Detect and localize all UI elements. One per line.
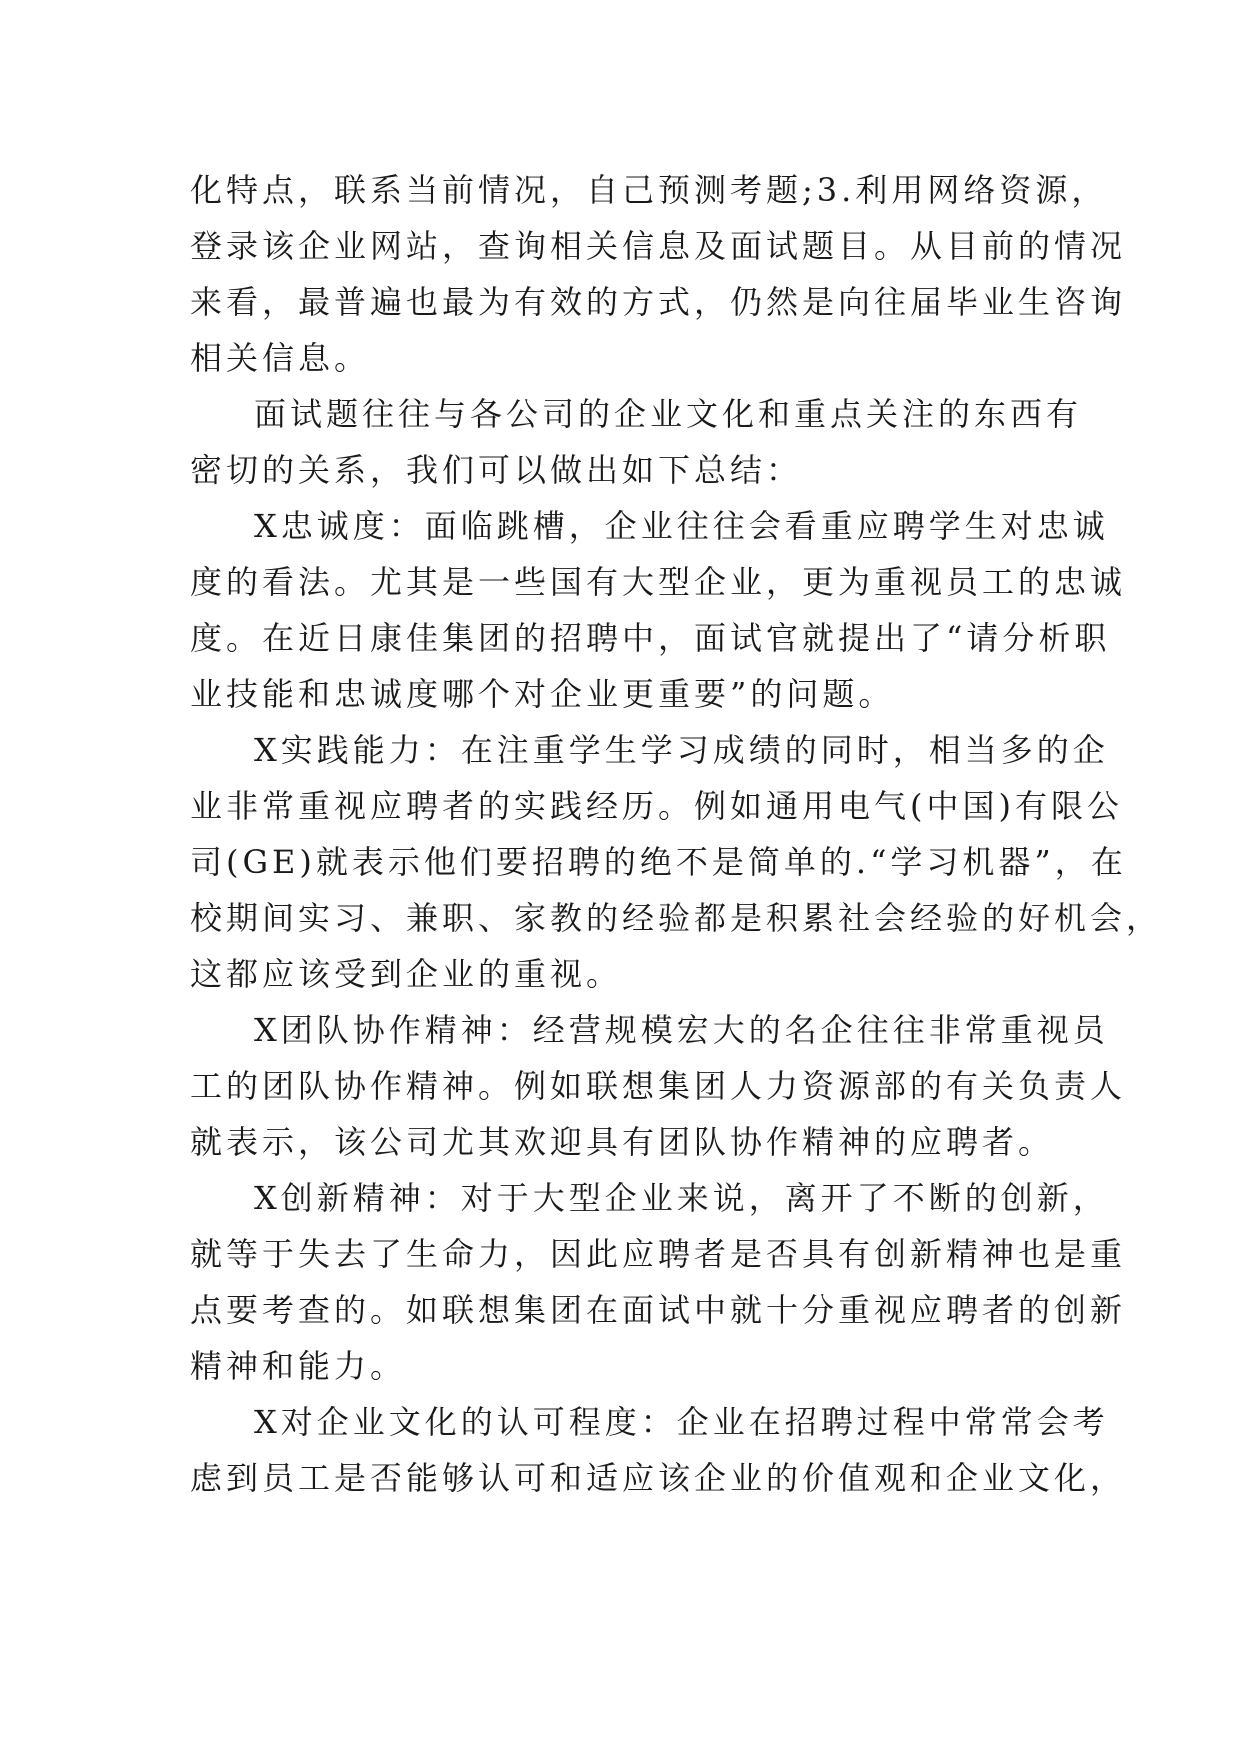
paragraph-first-line: X实践能力：在注重学生学习成绩的同时，相当多的企	[254, 731, 1109, 769]
text-line: 司(GE)就表示他们要招聘的绝不是简单的.“学习机器”，在	[190, 843, 1127, 881]
text-line: 登录该企业网站，查询相关信息及面试题目。从目前的情况	[190, 227, 1127, 265]
document-body	[190, 162, 1163, 1506]
text-line: 校期间实习、兼职、家教的经验都是积累社会经验的好机会，	[190, 899, 1163, 937]
text-line: 工的团队协作精神。例如联想集团人力资源部的有关负责人	[190, 1067, 1127, 1105]
text-line: 业非常重视应聘者的实践经历。例如通用电气(中国)有限公	[190, 787, 1123, 825]
text-line: 相关信息。	[190, 339, 371, 377]
text-line: 精神和能力。	[190, 1347, 407, 1385]
text-line: 业技能和忠诚度哪个对企业更重要”的问题。	[190, 675, 895, 713]
paragraph-first-line: 面试题往往与各公司的企业文化和重点关注的东西有	[254, 395, 1083, 433]
text-line: 度。在近日康佳集团的招聘中，面试官就提出了“请分析职	[190, 619, 1111, 657]
text-line: 就等于失去了生命力，因此应聘者是否具有创新精神也是重	[190, 1235, 1127, 1273]
text-line: 虑到员工是否能够认可和适应该企业的价值观和企业文化，	[190, 1459, 1127, 1497]
text-line: 就表示，该公司尤其欢迎具有团队协作精神的应聘者。	[190, 1123, 1055, 1161]
text-line: 点要考查的。如联想集团在面试中就十分重视应聘者的创新	[190, 1291, 1127, 1329]
text-line: 这都应该受到企业的重视。	[190, 955, 623, 993]
text-line: 度的看法。尤其是一些国有大型企业，更为重视员工的忠诚	[190, 563, 1127, 601]
text-line: 化特点，联系当前情况，自己预测考题;3.利用网络资源，	[190, 171, 1108, 209]
paragraph-first-line: X对企业文化的认可程度：企业在招聘过程中常常会考	[254, 1403, 1109, 1441]
text-line: 来看，最普遍也最为有效的方式，仍然是向往届毕业生咨询	[190, 283, 1127, 321]
paragraph-first-line: X团队协作精神：经营规模宏大的名企往往非常重视员	[254, 1011, 1109, 1049]
paragraph-first-line: X忠诚度：面临跳槽，企业往往会看重应聘学生对忠诚	[254, 507, 1109, 545]
paragraph-first-line: X创新精神：对于大型企业来说，离开了不断的创新，	[254, 1179, 1109, 1217]
text-line: 密切的关系，我们可以做出如下总结：	[190, 451, 803, 489]
